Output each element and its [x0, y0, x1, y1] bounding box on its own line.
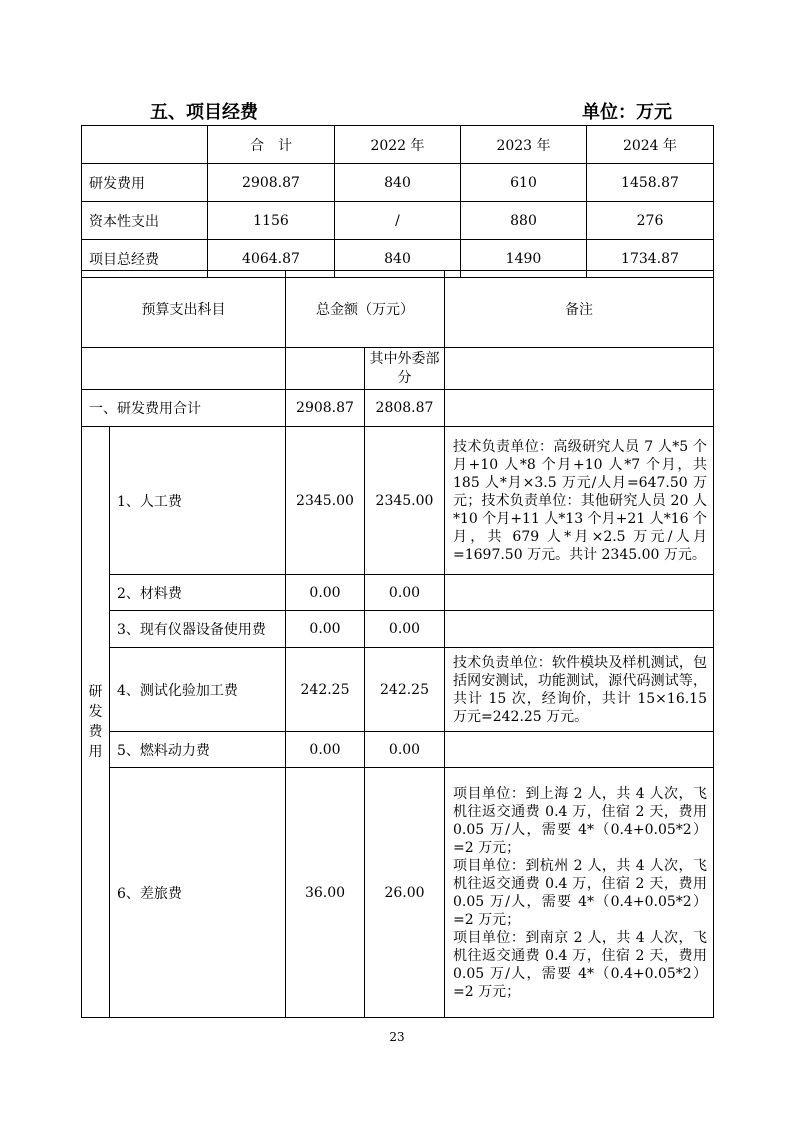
- item-note: [445, 575, 714, 611]
- detail-header-note: 备注: [445, 271, 714, 348]
- group-label-char: 用: [88, 744, 103, 760]
- detail-header-row: [82, 271, 714, 348]
- summary-table: [81, 125, 714, 278]
- summary-header-2023: 2023 年: [461, 126, 587, 164]
- item-amount: 2345.00: [286, 427, 365, 575]
- summary-header-row: [82, 126, 714, 164]
- detail-item-row: [82, 575, 714, 611]
- item-note: [445, 611, 714, 648]
- summary-cell-total: 2908.87: [208, 164, 335, 202]
- detail-header-amount: 总金额（万元）: [286, 271, 445, 348]
- detail-header-outsourced: 其中外委部分: [365, 348, 445, 390]
- group-label-char: 费: [88, 724, 103, 740]
- detail-subheader-note-blank: [445, 348, 714, 390]
- detail-subheader-row: [82, 348, 714, 390]
- item-label: 1、人工费: [110, 427, 286, 575]
- detail-total-label: 一、研发费用合计: [82, 390, 286, 427]
- summary-row-label: 项目总经费: [82, 240, 208, 278]
- item-amount: 0.00: [286, 611, 365, 648]
- summary-cell-2024: 276: [587, 202, 714, 240]
- item-outsourced: 26.00: [365, 768, 445, 1018]
- summary-cell-2024: 1458.87: [587, 164, 714, 202]
- item-amount: 242.25: [286, 648, 365, 732]
- group-label-char: 发: [88, 704, 103, 720]
- item-label: 4、测试化验加工费: [110, 648, 286, 732]
- summary-cell-2023: 610: [461, 164, 587, 202]
- detail-item-row: [82, 732, 714, 768]
- detail-total-outsourced: 2808.87: [365, 390, 445, 427]
- item-note-text: 项目单位：到上海 2 人，共 4 人次，飞机往返交通费 0.4 万，住宿 2 天，费用 0.05 万/人，需要 4*（0.4+0.05*2）=2 万元； 项目单位：到杭州 2 人，共 4 人次，飞机往返交通费 0.4 万，住宿 2 天，费用 0.05 万/人，需要 4*（0.4+0.05*2）=2 万元； 项目单位：到南京 2 人，共 4 人次，飞机往返交通费 0.4 万，住宿 2 天，费用 0.05 万/人，需要 4*（0.4+0.05*2）=2 万元；: [453, 785, 707, 1000]
- item-outsourced: 0.00: [365, 611, 445, 648]
- summary-row-label: 研发费用: [82, 164, 208, 202]
- summary-cell-2022: 840: [335, 240, 461, 278]
- item-label: 6、差旅费: [110, 768, 286, 1018]
- detail-subheader-blank: [82, 348, 286, 390]
- summary-row: [82, 164, 714, 202]
- detail-total-row: [82, 390, 714, 427]
- group-label-text: [82, 682, 109, 762]
- item-label: 2、材料费: [110, 575, 286, 611]
- budget-detail-table: [81, 270, 714, 1018]
- item-note: [445, 732, 714, 768]
- summary-row: [82, 202, 714, 240]
- item-label: 3、现有仪器设备使用费: [110, 611, 286, 648]
- group-label-char: 研: [88, 684, 103, 700]
- summary-cell-2022: 840: [335, 164, 461, 202]
- detail-item-row: [82, 768, 714, 1018]
- detail-item-row: [82, 611, 714, 648]
- item-outsourced: 2345.00: [365, 427, 445, 575]
- summary-cell-total: 1156: [208, 202, 335, 240]
- summary-header-2022: 2022 年: [335, 126, 461, 164]
- unit-label: 单位：万元: [582, 102, 672, 123]
- summary-cell-total: 4064.87: [208, 240, 335, 278]
- item-outsourced: 242.25: [365, 648, 445, 732]
- summary-cell-2023: 880: [461, 202, 587, 240]
- item-amount: 0.00: [286, 732, 365, 768]
- group-label-rd: [82, 427, 110, 1018]
- item-note: 技术负责单位：软件模块及样机测试，包括网安测试，功能测试，源代码测试等，共计 15 次，经询价，共计 15×16.15 万元=242.25 万元。: [445, 648, 714, 732]
- detail-total-amount: 2908.87: [286, 390, 365, 427]
- item-outsourced: 0.00: [365, 575, 445, 611]
- item-amount: 0.00: [286, 575, 365, 611]
- detail-item-row: [82, 427, 714, 575]
- item-outsourced: 0.00: [365, 732, 445, 768]
- item-label: 5、燃料动力费: [110, 732, 286, 768]
- item-note: 技术负责单位：高级研究人员 7 人*5 个月+10 人*8 个月+10 人*7 个月，共 185 人*月×3.5 万元/人月=647.50 万元；技术负责单位：其他研究人员 20 人*10 个月+11 人*13 个月+21 人*16 个月，共 679 人*月×2.5 万元/人月=1697.50 万元。共计 2345.00 万元。: [445, 427, 714, 575]
- detail-total-note: [445, 390, 714, 427]
- summary-header-2024: 2024 年: [587, 126, 714, 164]
- detail-header-subject: 预算支出科目: [82, 271, 286, 348]
- summary-cell-2024: 1734.87: [587, 240, 714, 278]
- page-number: 23: [389, 1030, 405, 1044]
- detail-subheader-amount-blank: [286, 348, 365, 390]
- item-amount: 36.00: [286, 768, 365, 1018]
- summary-header-blank: [82, 126, 208, 164]
- detail-item-row: [82, 648, 714, 732]
- summary-cell-2022: /: [335, 202, 461, 240]
- summary-cell-2023: 1490: [461, 240, 587, 278]
- summary-row-label: 资本性支出: [82, 202, 208, 240]
- item-note: [445, 768, 714, 1018]
- section-title: 五、项目经费: [150, 102, 258, 123]
- summary-header-total: 合 计: [208, 126, 335, 164]
